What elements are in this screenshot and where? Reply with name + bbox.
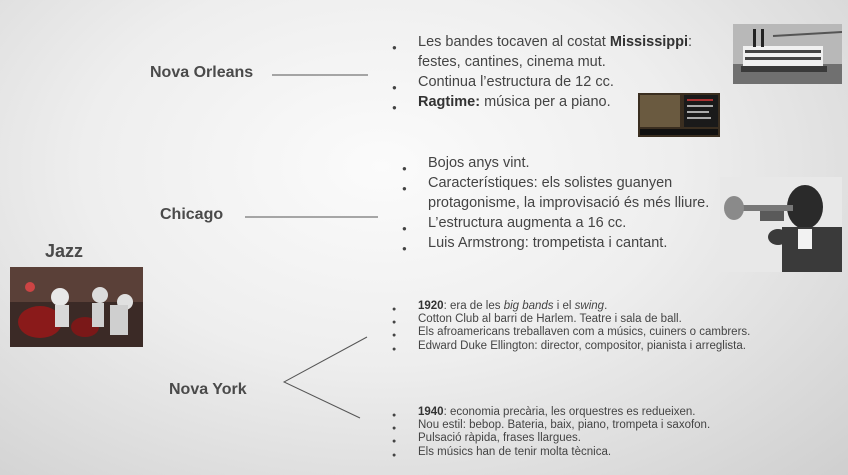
list-item: ● Luis Armstrong: trompetista i cantant.: [398, 233, 713, 253]
jazz-cartoon-image: [10, 267, 143, 347]
list-item: ● Cotton Club al barri de Harlem. Teatre i sala de ball.: [388, 313, 838, 326]
nova-york-connector: [284, 337, 367, 418]
list-item: ● 1920: era de les big bands i el swing.: [388, 300, 838, 313]
steamboat-photo: [733, 24, 842, 84]
city-label-nova-orleans: Nova Orleans: [150, 64, 254, 81]
chicago-list: [398, 153, 713, 253]
list-item: ● Bojos anys vint.: [398, 153, 713, 173]
list-item: ● 1940: economia precària, les orquestres es redueixen.: [388, 406, 838, 419]
list-item: ● Els músics han de tenir molta tècnica.: [388, 446, 838, 459]
list-item: ● Els afroamericans treballaven com a músics, cuiners o cambrers.: [388, 326, 838, 339]
list-item: ● Les bandes tocaven al costat Mississippi: festes, cantines, cinema mut.: [388, 32, 733, 72]
list-item: ● Pulsació ràpida, frases llargues.: [388, 432, 838, 445]
list-item: ● L’estructura augmenta a 16 cc.: [398, 213, 713, 233]
nova-york-1920-list: [388, 300, 838, 353]
city-label-chicago: Chicago: [160, 206, 224, 223]
list-item: ● Continua l’estructura de 12 cc.: [388, 72, 733, 92]
list-item: ● Nou estil: bebop. Bateria, baix, piano, trompeta i saxofon.: [388, 419, 838, 432]
ragtime-image: [638, 93, 720, 137]
city-label-nova-york: Nova York: [169, 381, 247, 398]
armstrong-photo: [720, 177, 842, 272]
list-item: ● Edward Duke Ellington: director, compositor, pianista i arreglista.: [388, 340, 838, 353]
list-item: ● Característiques: els solistes guanyen protagonisme, la improvisació és més lliure.: [398, 173, 713, 213]
nova-york-1940-list: [388, 406, 838, 459]
page-title: Jazz: [45, 241, 84, 261]
list-item: ● Ragtime: música per a piano.: [388, 92, 733, 112]
